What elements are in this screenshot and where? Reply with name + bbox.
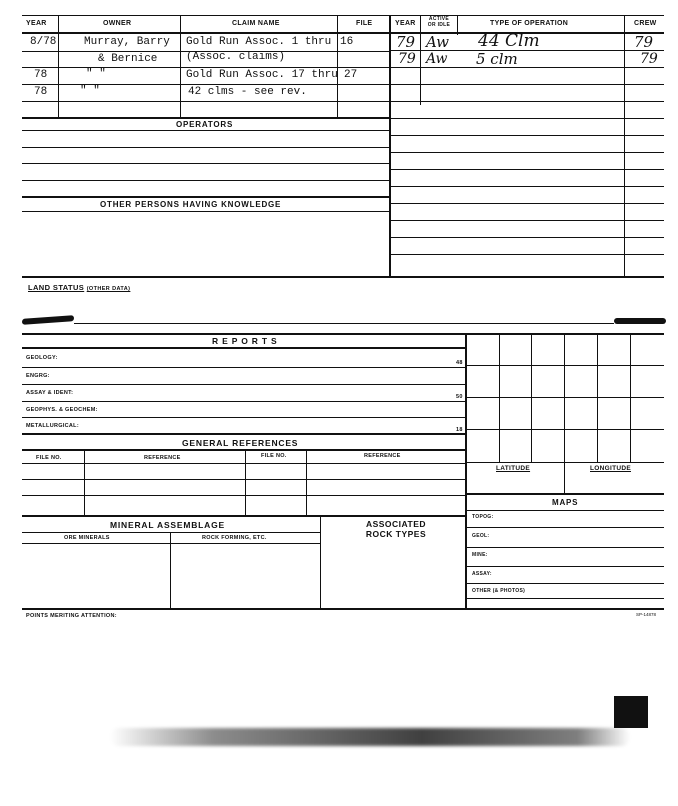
row-line bbox=[22, 449, 465, 451]
claim-row-1-file: 16 bbox=[340, 36, 354, 48]
row-line bbox=[22, 532, 320, 533]
row-line bbox=[390, 101, 664, 102]
map-assay-label: ASSAY: bbox=[472, 571, 492, 577]
reports-bottom-rule bbox=[22, 608, 664, 610]
activity-row-1-year: 79 bbox=[396, 33, 416, 51]
row-line bbox=[22, 543, 320, 544]
col-divider bbox=[306, 449, 307, 516]
col-divider bbox=[320, 515, 321, 609]
rock-forming-header: ROCK FORMING, ETC. bbox=[202, 535, 267, 541]
points-meriting-attention-label: POINTS MERITING ATTENTION: bbox=[26, 613, 117, 619]
grid-line bbox=[564, 333, 565, 493]
col-divider bbox=[457, 15, 458, 35]
row-line bbox=[22, 130, 389, 131]
ref-header-file-no-2: FILE NO. bbox=[261, 453, 287, 459]
row-line bbox=[390, 254, 664, 255]
grid-line bbox=[466, 462, 664, 463]
land-status-rule bbox=[74, 323, 614, 324]
grid-line bbox=[531, 333, 532, 463]
reports-header-rule bbox=[22, 347, 465, 349]
col-header-year: YEAR bbox=[26, 20, 47, 27]
claim-row-1-owner: Murray, Barry bbox=[84, 36, 170, 48]
other-persons-heading: OTHER PERSONS HAVING KNOWLEDGE bbox=[100, 200, 282, 209]
ref-header-reference-1: REFERENCE bbox=[144, 455, 181, 461]
grid-line bbox=[466, 365, 664, 366]
latitude-label: LATITUDE bbox=[496, 465, 531, 472]
col-header-active-idle: ACTIVE OR IDLE bbox=[427, 16, 451, 28]
row-line bbox=[466, 566, 664, 567]
activity-row-2-year: 79 bbox=[398, 51, 416, 67]
report-assay-label: ASSAY & IDENT: bbox=[26, 390, 74, 396]
scan-smudge bbox=[110, 728, 630, 746]
row-line bbox=[466, 510, 664, 511]
row-line bbox=[390, 203, 664, 204]
map-other-label: OTHER (& PHOTOS) bbox=[472, 588, 526, 594]
map-topog-label: TOPOG: bbox=[472, 514, 494, 520]
row-line bbox=[22, 67, 389, 68]
col-header-activity-year: YEAR bbox=[395, 20, 416, 27]
claim-row-4-claim-name: 42 clms - see rev. bbox=[188, 86, 307, 98]
ore-minerals-header: ORE MINERALS bbox=[64, 535, 110, 541]
row-line bbox=[22, 417, 465, 418]
row-line bbox=[22, 433, 465, 435]
top-border bbox=[22, 15, 664, 16]
row-line bbox=[390, 118, 664, 119]
claim-row-1-year: 8/78 bbox=[30, 36, 57, 48]
grid-line bbox=[630, 333, 631, 463]
report-geology-num: 48 bbox=[456, 360, 463, 366]
row-line bbox=[466, 598, 664, 599]
claim-row-3-year: 78 bbox=[34, 69, 48, 81]
claim-row-3-file: 27 bbox=[344, 69, 358, 81]
grid-line bbox=[597, 333, 598, 463]
claim-row-2-claim-name: (Assoc. claims) bbox=[186, 51, 286, 63]
scan-block-artifact bbox=[614, 696, 648, 728]
general-references-heading: GENERAL REFERENCES bbox=[182, 438, 299, 448]
row-line bbox=[22, 196, 389, 198]
reports-top-rule bbox=[22, 333, 664, 335]
col-header-file: FILE bbox=[356, 20, 373, 27]
row-line bbox=[466, 527, 664, 528]
row-line bbox=[22, 163, 389, 164]
report-geophys-label: GEOPHYS. & GEOCHEM: bbox=[26, 407, 98, 413]
claim-row-3-claim-name: Gold Run Assoc. 17 thru bbox=[186, 69, 338, 81]
activity-row-1-crew: 79 bbox=[634, 33, 654, 51]
col-divider bbox=[170, 532, 171, 609]
row-line bbox=[390, 84, 664, 85]
col-divider bbox=[420, 15, 421, 105]
row-line bbox=[22, 211, 389, 212]
grid-line bbox=[499, 333, 500, 463]
row-line bbox=[390, 152, 664, 153]
row-line bbox=[22, 180, 389, 181]
row-line bbox=[22, 147, 389, 148]
row-line bbox=[22, 463, 465, 464]
report-assay-num: 50 bbox=[456, 394, 463, 400]
claim-row-3-owner: " " bbox=[86, 68, 106, 80]
maps-top-rule bbox=[466, 493, 664, 495]
ref-header-reference-2: REFERENCE bbox=[364, 453, 401, 459]
header-bottom-border bbox=[22, 32, 664, 34]
mineral-assemblage-heading: MINERAL ASSEMBLAGE bbox=[110, 520, 225, 530]
row-line bbox=[22, 515, 465, 517]
row-line bbox=[390, 220, 664, 221]
report-engrg-label: ENGRG: bbox=[26, 373, 50, 379]
claim-row-4-owner: " " bbox=[80, 85, 100, 97]
form-code: SP-14878 bbox=[636, 612, 657, 617]
row-line bbox=[390, 169, 664, 170]
row-line bbox=[22, 495, 465, 496]
row-line bbox=[466, 547, 664, 548]
row-line bbox=[22, 367, 465, 368]
report-metallurgical-num: 18 bbox=[456, 427, 463, 433]
col-header-type-of-operation: TYPE OF OPERATION bbox=[490, 20, 569, 27]
row-line bbox=[22, 479, 465, 480]
associated-rock-types-heading: ASSOCIATED ROCK TYPES bbox=[365, 519, 427, 539]
row-line bbox=[22, 101, 389, 102]
col-header-crew: CREW bbox=[634, 20, 657, 27]
scan-artifact-left bbox=[22, 315, 74, 325]
row-line bbox=[390, 237, 664, 238]
col-divider bbox=[245, 449, 246, 516]
longitude-label: LONGITUDE bbox=[590, 465, 631, 472]
maps-heading: MAPS bbox=[552, 498, 579, 507]
report-geology-label: GEOLOGY: bbox=[26, 355, 58, 361]
row-line bbox=[390, 67, 664, 68]
reports-right-divider bbox=[465, 333, 467, 609]
land-status-subheading: (OTHER DATA) bbox=[86, 286, 131, 292]
activity-row-2-operation: 5 clm bbox=[476, 50, 518, 68]
land-status-label-wrap bbox=[28, 283, 130, 292]
claim-row-1-claim-name: Gold Run Assoc. 1 thru bbox=[186, 36, 332, 48]
col-divider bbox=[84, 449, 85, 516]
grid-line bbox=[466, 429, 664, 430]
row-line bbox=[390, 135, 664, 136]
col-header-claim-name: CLAIM NAME bbox=[232, 20, 280, 27]
operators-top-rule bbox=[22, 117, 389, 119]
activity-row-2-active: Aw bbox=[426, 51, 448, 67]
reports-heading: R E P O R T S bbox=[212, 336, 278, 346]
activity-row-1-active: Aw bbox=[426, 33, 449, 51]
map-mine-label: MINE: bbox=[472, 552, 488, 558]
row-line bbox=[22, 401, 465, 402]
col-header-owner: OWNER bbox=[103, 20, 132, 27]
claim-row-2-owner: & Bernice bbox=[98, 53, 158, 65]
ref-header-file-no-1: FILE NO. bbox=[36, 455, 62, 461]
operators-heading: OPERATORS bbox=[176, 120, 234, 129]
top-section-bottom-rule bbox=[22, 276, 664, 278]
report-metallurgical-label: METALLURGICAL: bbox=[26, 423, 79, 429]
land-status-heading: LAND STATUS bbox=[28, 283, 85, 292]
scan-artifact-right bbox=[614, 318, 666, 324]
row-line bbox=[390, 186, 664, 187]
grid-line bbox=[466, 397, 664, 398]
row-line bbox=[466, 583, 664, 584]
claim-row-4-year: 78 bbox=[34, 86, 48, 98]
map-geol-label: GEOL: bbox=[472, 533, 490, 539]
row-line bbox=[22, 384, 465, 385]
activity-row-1-operation: 44 Clm bbox=[478, 31, 540, 51]
row-line bbox=[22, 84, 389, 85]
activity-row-2-crew: 79 bbox=[640, 51, 658, 67]
